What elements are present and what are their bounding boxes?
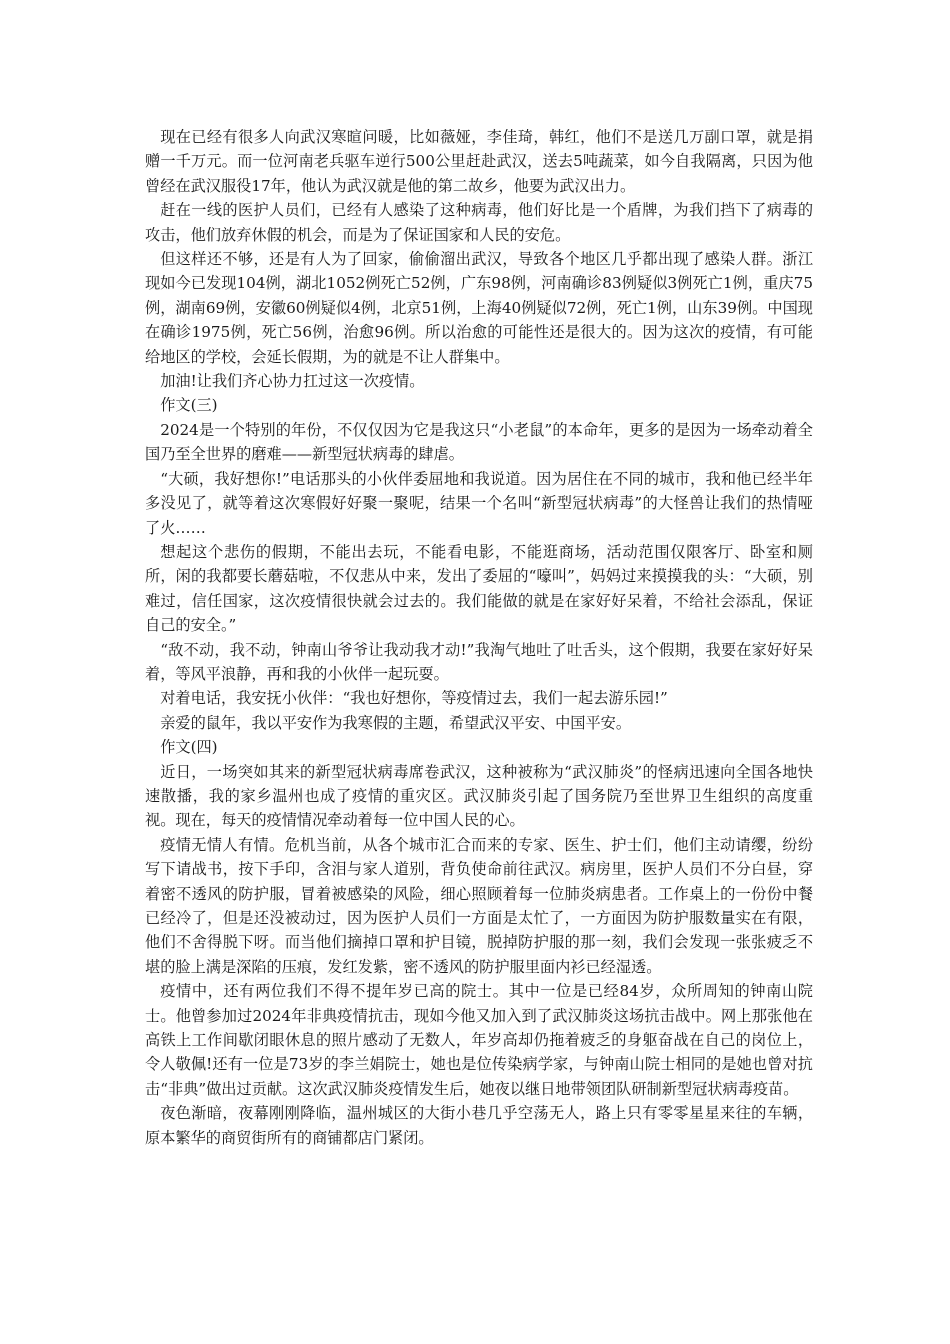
paragraph-donations: 现在已经有很多人向武汉寒暄问暖，比如薇娅，李佳琦，韩红，他们不是送几万副口罩，就是捐赠一千万元。而一位河南老兵驱车逆行500公里赶赴武汉，送去5吨蔬菜，如今自我隔离，只因为他曾经在武汉服役17年，他认为武汉就是他的第二故乡，他要为武汉出力。 [145,128,813,195]
paragraph-wish: 亲爱的鼠年，我以平安作为我寒假的主题，希望武汉平安、中国平安。 [160,713,631,732]
paragraph-night-city: 夜色渐暗，夜幕刚刚降临，温州城区的大街小巷几乎空荡无人，路上只有零零星星来往的车辆，原本繁华的商贸街所有的商铺都店门紧闭。 [145,1104,813,1147]
essay-heading-4: 作文(四) [160,738,218,757]
paragraph-medical-staff: 赶在一线的医护人员们，已经有人感染了这种病毒，他们好比是一个盾牌，为我们挡下了病毒的攻击，他们放弃休假的机会，而是为了保证国家和人民的安危。 [145,201,813,244]
paragraph-case-statistics: 但这样还不够，还是有人为了回家，偷偷溜出武汉，导致各个地区几乎都出现了感染人群。浙江现如今已发现104例，湖北1052例死亡52例，广东98例，河南确诊83例疑似3例死亡1例，重庆75例，湖南69例，安徽60例疑似4例，北京51例，上海40例疑似72例，死亡1例，山东39例。中国现在确诊1975例，死亡56例，治愈96例。所以治愈的可能性还是很大的。因为这次的疫情，有可能给地区的学校，会延长假期，为的就是不让人群集中。 [145,250,813,366]
paragraph-sad-holiday: 想起这个悲伤的假期，不能出去玩，不能看电影，不能逛商场，活动范围仅限客厅、卧室和厕所，闲的我都要长蘑菇啦，不仅悲从中来，发出了委屈的“嚎叫”，妈妈过来摸摸我的头：“大硕，别难过，信任国家，这次疫情很快就会过去的。我们能做的就是在家好好呆着，不给社会添乱，保证自己的安全。” [145,542,813,635]
paragraph-special-year: 2024是一个特别的年份，不仅仅因为它是我这只“小老鼠”的本命年，更多的是因为一场牵动着全国乃至全世界的磨难——新型冠状病毒的肆虐。 [145,420,813,464]
paragraph-outbreak: 近日，一场突如其来的新型冠状病毒席卷武汉，这种被称为“武汉肺炎”的怪病迅速向全国各地快速散播，我的家乡温州也成了疫情的重灾区。武汉肺炎引起了国务院乃至世界卫生组织的高度重视。现在，每天的疫情情况牵动着每一位中国人民的心。 [145,762,813,830]
document-body [145,125,813,1150]
essay-heading-3: 作文(三) [160,396,218,415]
paragraph-academicians: 疫情中，还有两位我们不得不提年岁已高的院士。其中一位是已经84岁，众所周知的钟南山院士。他曾参加过2024年非典疫情抗击，现如今他又加入到了武汉肺炎这场抗击战中。网上那张他在高铁上工作间歇闭眼休息的照片感动了无数人，年岁高却仍拖着疲乏的身躯奋战在自己的岗位上，令人敬佩!还有一位是73岁的李兰娟院士，她也是位传染病学家，与钟南山院士相同的是她也曾对抗击“非典”做出过贡献。这次武汉肺炎疫情发生后，她夜以继日地带领团队研制新型冠状病毒疫苗。 [145,982,813,1098]
paragraph-stay-home: “敌不动，我不动，钟南山爷爷让我动我才动!”我淘气地吐了吐舌头，这个假期，我要在家好好呆着，等风平浪静，再和我的小伙伴一起玩耍。 [145,640,813,683]
paragraph-comfort-friend: 对着电话，我安抚小伙伴：“我也好想你，等疫情过去，我们一起去游乐园!” [160,689,668,708]
paragraph-medical-workers: 疫情无情人有情。危机当前，从各个城市汇合而来的专家、医生、护士们，他们主动请缨，纷纷写下请战书，按下手印，含泪与家人道别，背负使命前往武汉。病房里，医护人员们不分白昼，穿着密不透风的防护服，冒着被感染的风险，细心照顾着每一位肺炎病患者。工作桌上的一份份中餐已经冷了，但是还没被动过，因为医护人员们一方面是太忙了，一方面因为防护服数量实在有限，他们不舍得脱下呀。而当他们摘掉口罩和护目镜，脱掉防护服的那一刻，我们会发现一张张疲乏不堪的脸上满是深陷的压痕，发红发紫，密不透风的防护服里面内衫已经湿透。 [145,835,813,976]
paragraph-encouragement: 加油!让我们齐心协力扛过这一次疫情。 [160,372,425,391]
paragraph-phone-call: “大硕，我好想你!”电话那头的小伙伴委屈地和我说道。因为居住在不同的城市，我和他已经半年多没见了，就等着这次寒假好好聚一聚呢，结果一个名叫“新型冠状病毒”的大怪兽让我们的热情哑了火…… [145,469,813,537]
